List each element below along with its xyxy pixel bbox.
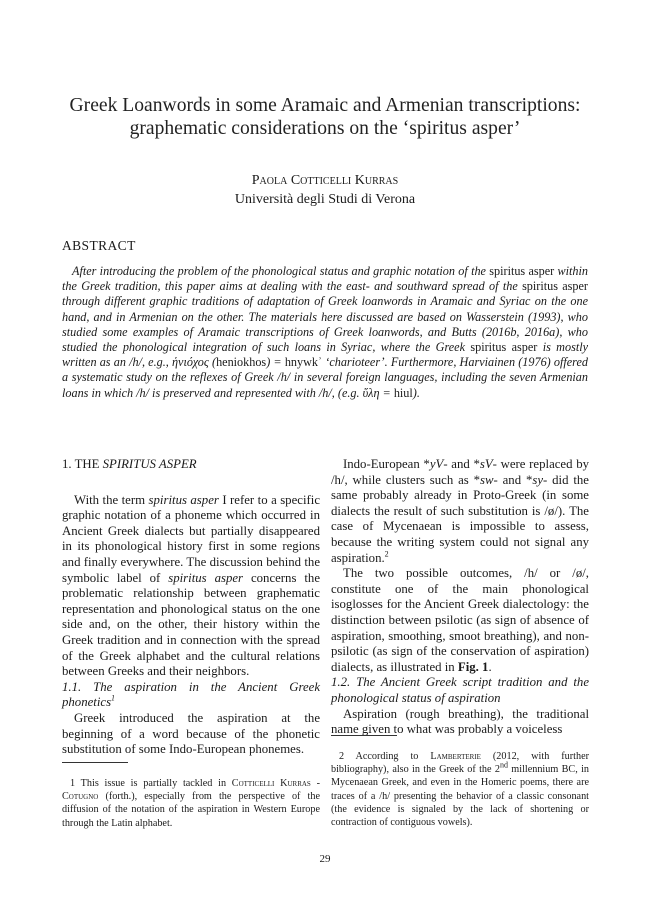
abstract-paragraph: After introducing the problem of the phonological status and graphic notation of the spiritus asper within the Greek tradition, this paper aims at dealing with the east- and southward spread of the spiritus asper through different graphic traditions of adaptation of Greek loanwords in Aramaic and Syriac on the one hand, and in Armenian on the other. The materials here discussed are based on Wasserstein (1993), who studied some examples of Aramaic transcriptions of Greek loanwords, and Butts (2016b, 2016a), who studied the phonological integration of such loans in Syriac, where the Greek spiritus asper is mostly written as an /h/, e.g., ἡνιόχος (heniokhos) = hnywkʾ ‘charioteer’. Furthermore, Harviainen (1976) offered a systematic study on the reflexes of Greek /h/ in several foreign languages, including the seven Armenian loans in which /h/ is preserved and represented with /h/, (e.g. ὕλη = hiul). <box>62 264 588 400</box>
author-name: Paola Cotticelli Kurras <box>251 173 399 188</box>
title-line-2: graphematic considerations on the ‘spiritus asper’ <box>129 118 521 139</box>
body-paragraph: The two possible outcomes, /h/ or /ø/, constitute one of the main phonological isoglosses for the Ancient Greek dialectology: the distinction between psilotic (as sign of absence of aspiration, smoothing, smoot breathing), and non-psilotic (as sign of the conservation of aspiration) dialects, as illustrated in Fig. 1. <box>331 566 589 674</box>
section-heading: 1. THE SPIRITUS ASPER <box>62 457 197 471</box>
body-paragraph: Indo-European *yV- and *sV- were replaced by /h/, while clusters such as *sw- and *sy- did the same probably already in Proto-Greek (in some dialects the result of such substitution is /ø/). The case of Mycenaean is impossible to assess, because the writing system could not signal any aspiration.$^2$ <box>331 457 589 565</box>
subsection-heading: 1.1. The aspiration in the Ancient Greek phonetics$^1$ <box>62 679 320 710</box>
abstract-heading: ABSTRACT <box>62 238 136 253</box>
footnote-divider <box>62 762 128 763</box>
body-paragraph: With the term spiritus asper I refer to a specific graphic notation of a phoneme which occurred in Ancient Greek dialects but partially disappeared in its phonological history first in some regions and finally everywhere. The discussion behind the symbolic label of spiritus asper concerns the problematic relationship between graphematic representation and phonological status on the one side and, on the other, their history within the Greek tradition and in connection with the spread of the Greek alphabet and the cultural relations between Greeks and their neighbors. <box>62 492 321 679</box>
page-number: 29 <box>319 853 331 865</box>
footnote-1: 1 This issue is partially tackled in Cotticelli Kurras - Cotugno (forth.), especially from the perspective of the diffusion of the notation of the aspiration in Western Europe through the Latin alphabet. <box>62 778 320 829</box>
body-paragraph: Aspiration (rough breathing), the traditional name given to what was probably a voiceless <box>331 706 589 737</box>
footnote-ref[interactable]: 2 <box>384 549 389 559</box>
abstract-body <box>62 264 588 401</box>
figure-ref[interactable]: Fig. 1 <box>457 659 489 674</box>
left-column <box>62 457 320 758</box>
subsection-heading: 1.2. The Ancient Greek script tradition and the phonological status of aspiration <box>331 675 589 705</box>
body-paragraph: Greek introduced the aspiration at the beginning of a word because of the phonetic substitution of some Indo-European phonemes. <box>62 710 320 757</box>
right-column <box>331 457 589 738</box>
footnote-ref[interactable]: 1 <box>111 694 116 704</box>
title-line-1: Greek Loanwords in some Aramaic and Armenian transcriptions: <box>69 95 581 116</box>
footnote-divider <box>331 735 397 736</box>
paper-title <box>40 94 610 140</box>
author-affiliation: Università degli Studi di Verona <box>234 192 416 207</box>
footnote-2: 2 According to Lamberterie (2012, with further bibliography), also in the Greek of the 2nd millennium BC, in Mycenaean Greek, and even in the Homeric poems, there are traces of a /h/ presenting the behavior of a classic consonant (the evidence is signaled by the lack of shortening or contraction of contiguous vowels). <box>331 751 589 829</box>
